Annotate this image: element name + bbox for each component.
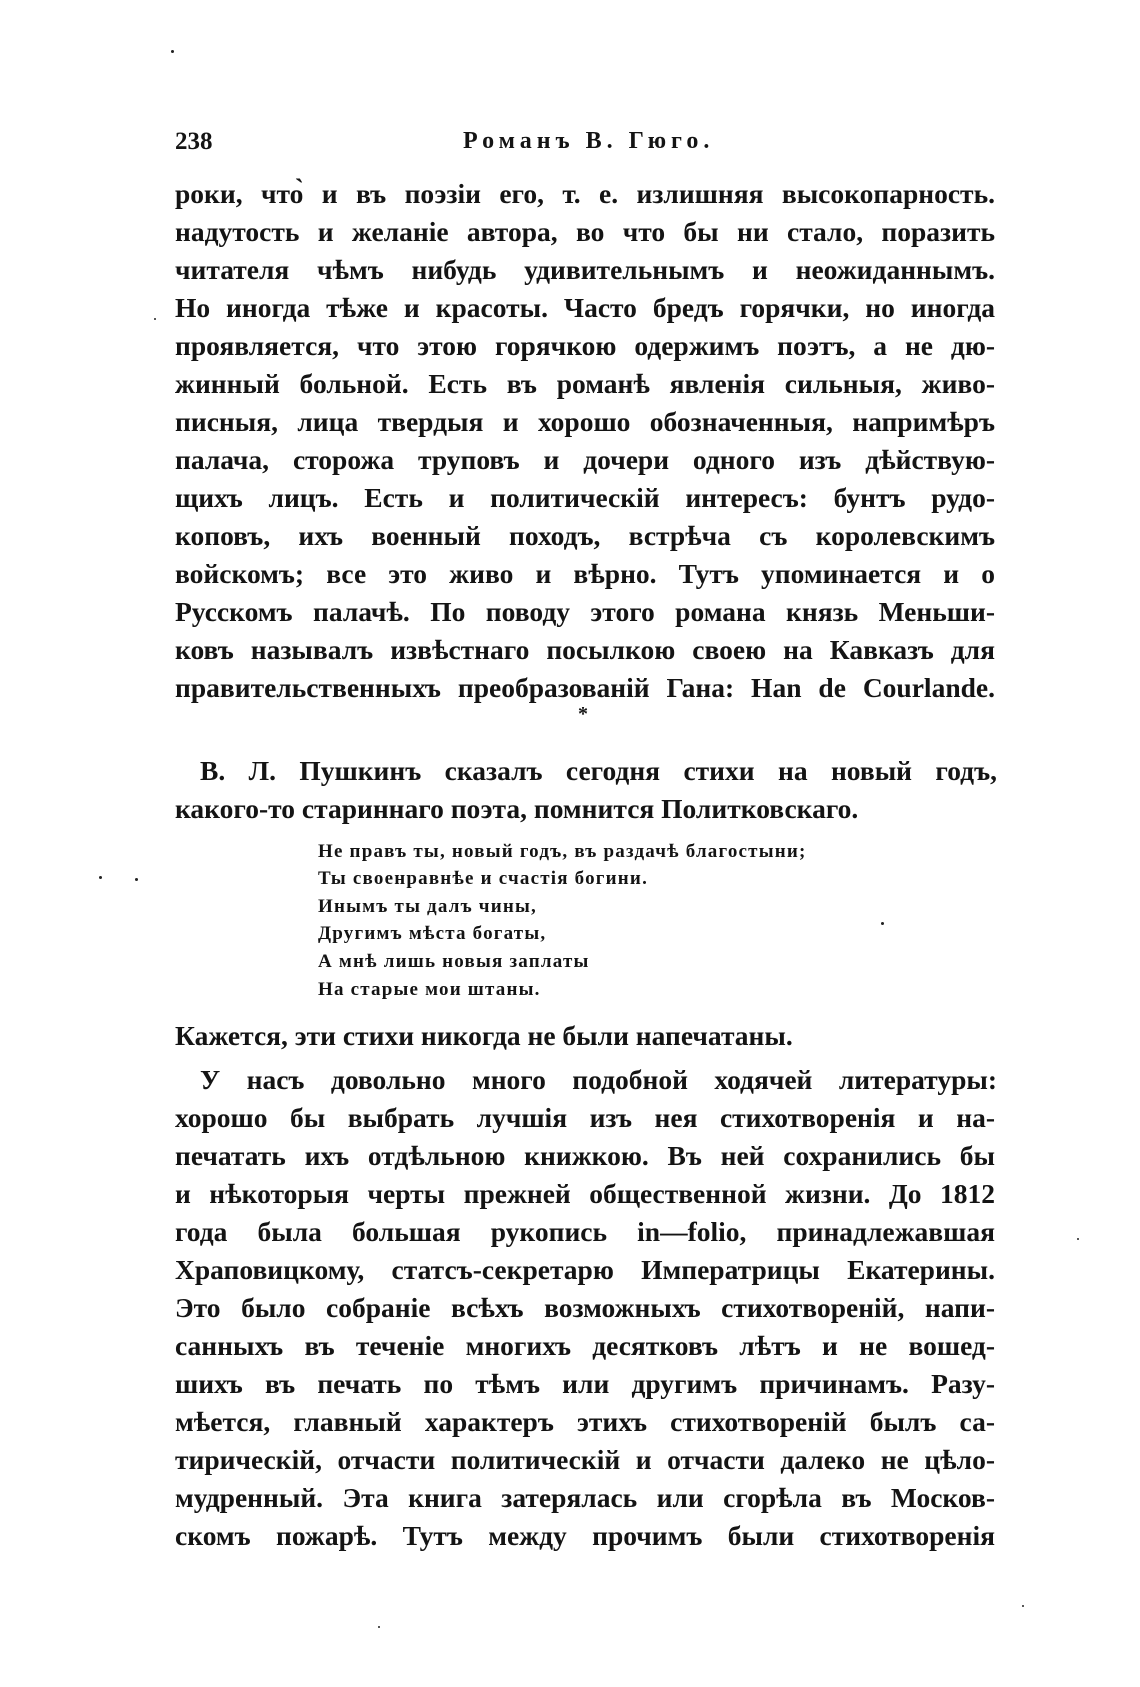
text-line: войскомъ; все это живо и вѣрно. Тутъ упоминается и о: [175, 558, 995, 589]
scan-speck: [154, 318, 156, 320]
text-line: Русскомъ палачѣ. По поводу этого романа князь Меньши-: [175, 596, 995, 627]
verse-line: Другимъ мѣста богаты,: [318, 923, 547, 944]
text-line: палача, сторожа труповъ и дочери одного изъ дѣйствую-: [175, 444, 995, 475]
verse-line: Не правъ ты, новый годъ, въ раздачѣ благостыни;: [318, 841, 807, 862]
text-line: какого-то стариннаго поэта, помнится Политковскаго.: [175, 793, 859, 824]
scan-speck: [378, 1626, 380, 1628]
scan-speck: [99, 876, 102, 879]
text-line: Храповицкому, статсъ-секретарю Императрицы Екатерины.: [175, 1254, 995, 1285]
scan-speck: [135, 878, 138, 881]
scan-speck: [1077, 1238, 1079, 1240]
text-line: скомъ пожарѣ. Тутъ между прочимъ были стихотворенія: [175, 1520, 995, 1551]
text-line: Это было собраніе всѣхъ возможныхъ стихотвореній, напи-: [175, 1292, 995, 1323]
text-line: печатать ихъ отдѣльною книжкою. Въ ней сохранились бы: [175, 1140, 995, 1171]
text-line: мудренный. Эта книга затерялась или сгорѣла въ Москов-: [175, 1482, 995, 1513]
text-line: проявляется, что этою горячкою одержимъ поэтъ, а не дю-: [175, 330, 995, 361]
text-line: Но иногда тѣже и красоты. Часто бредъ горячки, но иногда: [175, 292, 995, 323]
text-line: читателя чѣмъ нибудь удивительнымъ и неожиданнымъ.: [175, 254, 995, 285]
text-line: ковъ называлъ извѣстнаго посылкою своею на Кавказъ для: [175, 634, 995, 665]
page-header: [175, 128, 1015, 164]
text-line: тирическій, отчасти политическій и отчасти далеко не цѣло-: [175, 1444, 995, 1475]
text-line: хорошо бы выбрать лучшія изъ нея стихотворенія и на-: [175, 1102, 995, 1133]
text-line: мѣется, главный характеръ этихъ стихотвореній былъ са-: [175, 1406, 995, 1437]
running-title: Романъ В. Гюго.: [463, 128, 715, 154]
text-line: жинный больной. Есть въ романѣ явленія сильныя, живо-: [175, 368, 995, 399]
text-line: и нѣкоторыя черты прежней общественной жизни. До 1812: [175, 1178, 995, 1209]
text-line: коповъ, ихъ военный походъ, встрѣча съ королевскимъ: [175, 520, 995, 551]
text-line: роки, что̀ и въ поэзіи его, т. е. излишняя высокопарность.: [175, 178, 995, 209]
page-number: 238: [175, 128, 213, 155]
text-line: санныхъ въ теченіе многихъ десятковъ лѣтъ и не вошед-: [175, 1330, 995, 1361]
text-line: надутость и желаніе автора, во что бы ни стало, поразить: [175, 216, 995, 247]
text-line: шихъ въ печать по тѣмъ или другимъ причинамъ. Разу-: [175, 1368, 995, 1399]
text-line: В. Л. Пушкинъ сказалъ сегодня стихи на новый годъ,: [200, 755, 997, 786]
text-line: У насъ довольно много подобной ходячей литературы:: [200, 1064, 997, 1095]
verse-line: Ты своенравнѣе и счастія богини.: [318, 868, 649, 889]
verse-line: Инымъ ты далъ чины,: [318, 896, 538, 917]
verse-line: На старые мои штаны.: [318, 979, 541, 1000]
scan-speck: [171, 50, 174, 53]
after-verse-line: Кажется, эти стихи никогда не были напечатаны.: [175, 1020, 793, 1051]
section-separator: *: [578, 703, 588, 725]
text-line: писныя, лица твердыя и хорошо обозначенныя, напримѣръ: [175, 406, 995, 437]
text-line: щихъ лицъ. Есть и политическій интересъ: бунтъ рудо-: [175, 482, 995, 513]
text-line: правительственныхъ преобразованій Гана: Han de Courlande.: [175, 672, 995, 703]
scan-speck: [1022, 1605, 1024, 1607]
verse-line: А мнѣ лишь новыя заплаты: [318, 951, 590, 972]
text-line: года была большая рукопись in—folio, принадлежавшая: [175, 1216, 995, 1247]
scan-speck: [881, 922, 884, 925]
